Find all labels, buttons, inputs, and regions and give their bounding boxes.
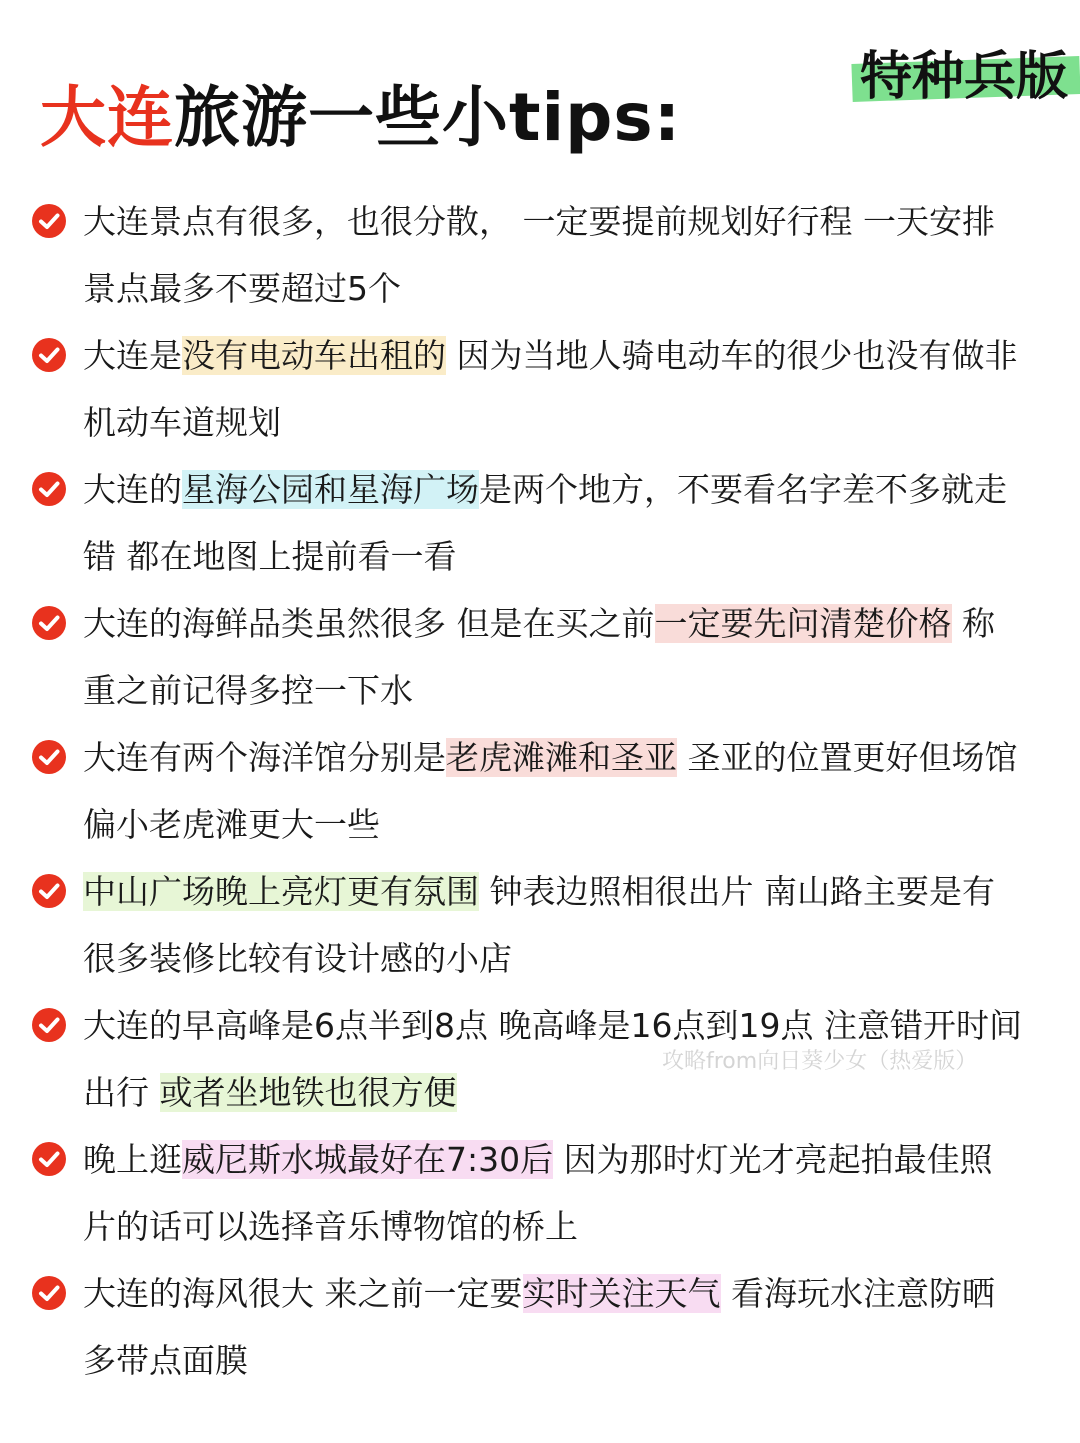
tip-text xyxy=(83,724,1023,858)
tip-text-pre: 大连是 xyxy=(83,336,182,375)
check-circle-icon xyxy=(32,606,66,640)
tip-text-post: 称重之前记得多控一下水 xyxy=(83,604,995,710)
check-circle-icon xyxy=(32,338,66,372)
tip-text xyxy=(83,456,1023,590)
tip-text-post: 看海玩水注意防晒多带点面膜 xyxy=(83,1274,995,1380)
tip-item xyxy=(0,590,1080,724)
tip-highlight: 一定要先问清楚价格 xyxy=(654,604,952,643)
tip-text-pre: 大连景点有很多，也很分散， 一定要提前规划好行程 一天安排景点最多不要超过5个 xyxy=(83,202,995,308)
check-circle-icon xyxy=(32,740,66,774)
tip-text xyxy=(83,188,1023,322)
tip-item xyxy=(0,188,1080,322)
title-rest: 旅游一些小tips: xyxy=(174,79,682,156)
tip-text-pre: 大连的早高峰是6点半到8点 晚高峰是16点到19点 注意错开时间出行 xyxy=(83,1006,1022,1112)
title-city: 大连 xyxy=(40,79,174,156)
tip-text-post: 钟表边照相很出片 南山路主要是有很多装修比较有设计感的小店 xyxy=(83,872,995,978)
check-circle-icon xyxy=(32,472,66,506)
tip-highlight: 中山广场晚上亮灯更有氛围 xyxy=(83,872,479,911)
tip-text-pre: 晚上逛 xyxy=(83,1140,182,1179)
page-title xyxy=(40,76,681,160)
check-circle-icon xyxy=(32,1276,66,1310)
tip-text-pre: 大连有两个海洋馆分别是 xyxy=(83,738,446,777)
tip-item xyxy=(0,724,1080,858)
tip-text xyxy=(83,322,1023,456)
tip-text-pre: 大连的海鲜品类虽然很多 但是在买之前 xyxy=(83,604,655,643)
tip-highlight: 没有电动车出租的 xyxy=(182,336,446,375)
tip-text-post: 是两个地方，不要看名字差不多就走错 都在地图上提前看一看 xyxy=(83,470,1007,576)
watermark: 攻略from向日葵少女（热爱版） xyxy=(662,1049,978,1074)
tip-highlight: 威尼斯水城最好在7:30后 xyxy=(182,1140,554,1179)
edition-tag xyxy=(848,30,1080,107)
tip-item xyxy=(0,1260,1080,1394)
tip-text xyxy=(83,1126,1023,1260)
tip-highlight: 星海公园和星海广场 xyxy=(182,470,479,509)
tip-item xyxy=(0,858,1080,992)
tip-item xyxy=(0,322,1080,456)
check-circle-icon xyxy=(32,1008,66,1042)
tip-text xyxy=(83,590,1023,724)
tip-text-pre: 大连的 xyxy=(83,470,182,509)
tip-text-post: 圣亚的位置更好但场馆偏小老虎滩更大一些 xyxy=(83,738,1018,844)
tip-text xyxy=(83,858,1023,992)
tip-highlight: 或者坐地铁也很方便 xyxy=(159,1073,457,1112)
tag-text: 特种兵版 xyxy=(860,47,1069,107)
check-circle-icon xyxy=(32,874,66,908)
tip-item xyxy=(0,456,1080,590)
tip-text-pre: 大连的海风很大 来之前一定要 xyxy=(83,1274,523,1313)
tip-text xyxy=(83,1260,1023,1394)
check-circle-icon xyxy=(32,204,66,238)
tip-highlight: 老虎滩滩和圣亚 xyxy=(446,738,677,777)
tip-item xyxy=(0,1126,1080,1260)
check-circle-icon xyxy=(32,1142,66,1176)
tip-highlight: 实时关注天气 xyxy=(522,1274,721,1313)
tip-text-post: 因为那时灯光才亮起拍最佳照片的话可以选择音乐博物馆的桥上 xyxy=(83,1140,993,1246)
tip-text-post: 因为当地人骑电动车的很少也没有做非机动车道规划 xyxy=(83,336,1018,442)
